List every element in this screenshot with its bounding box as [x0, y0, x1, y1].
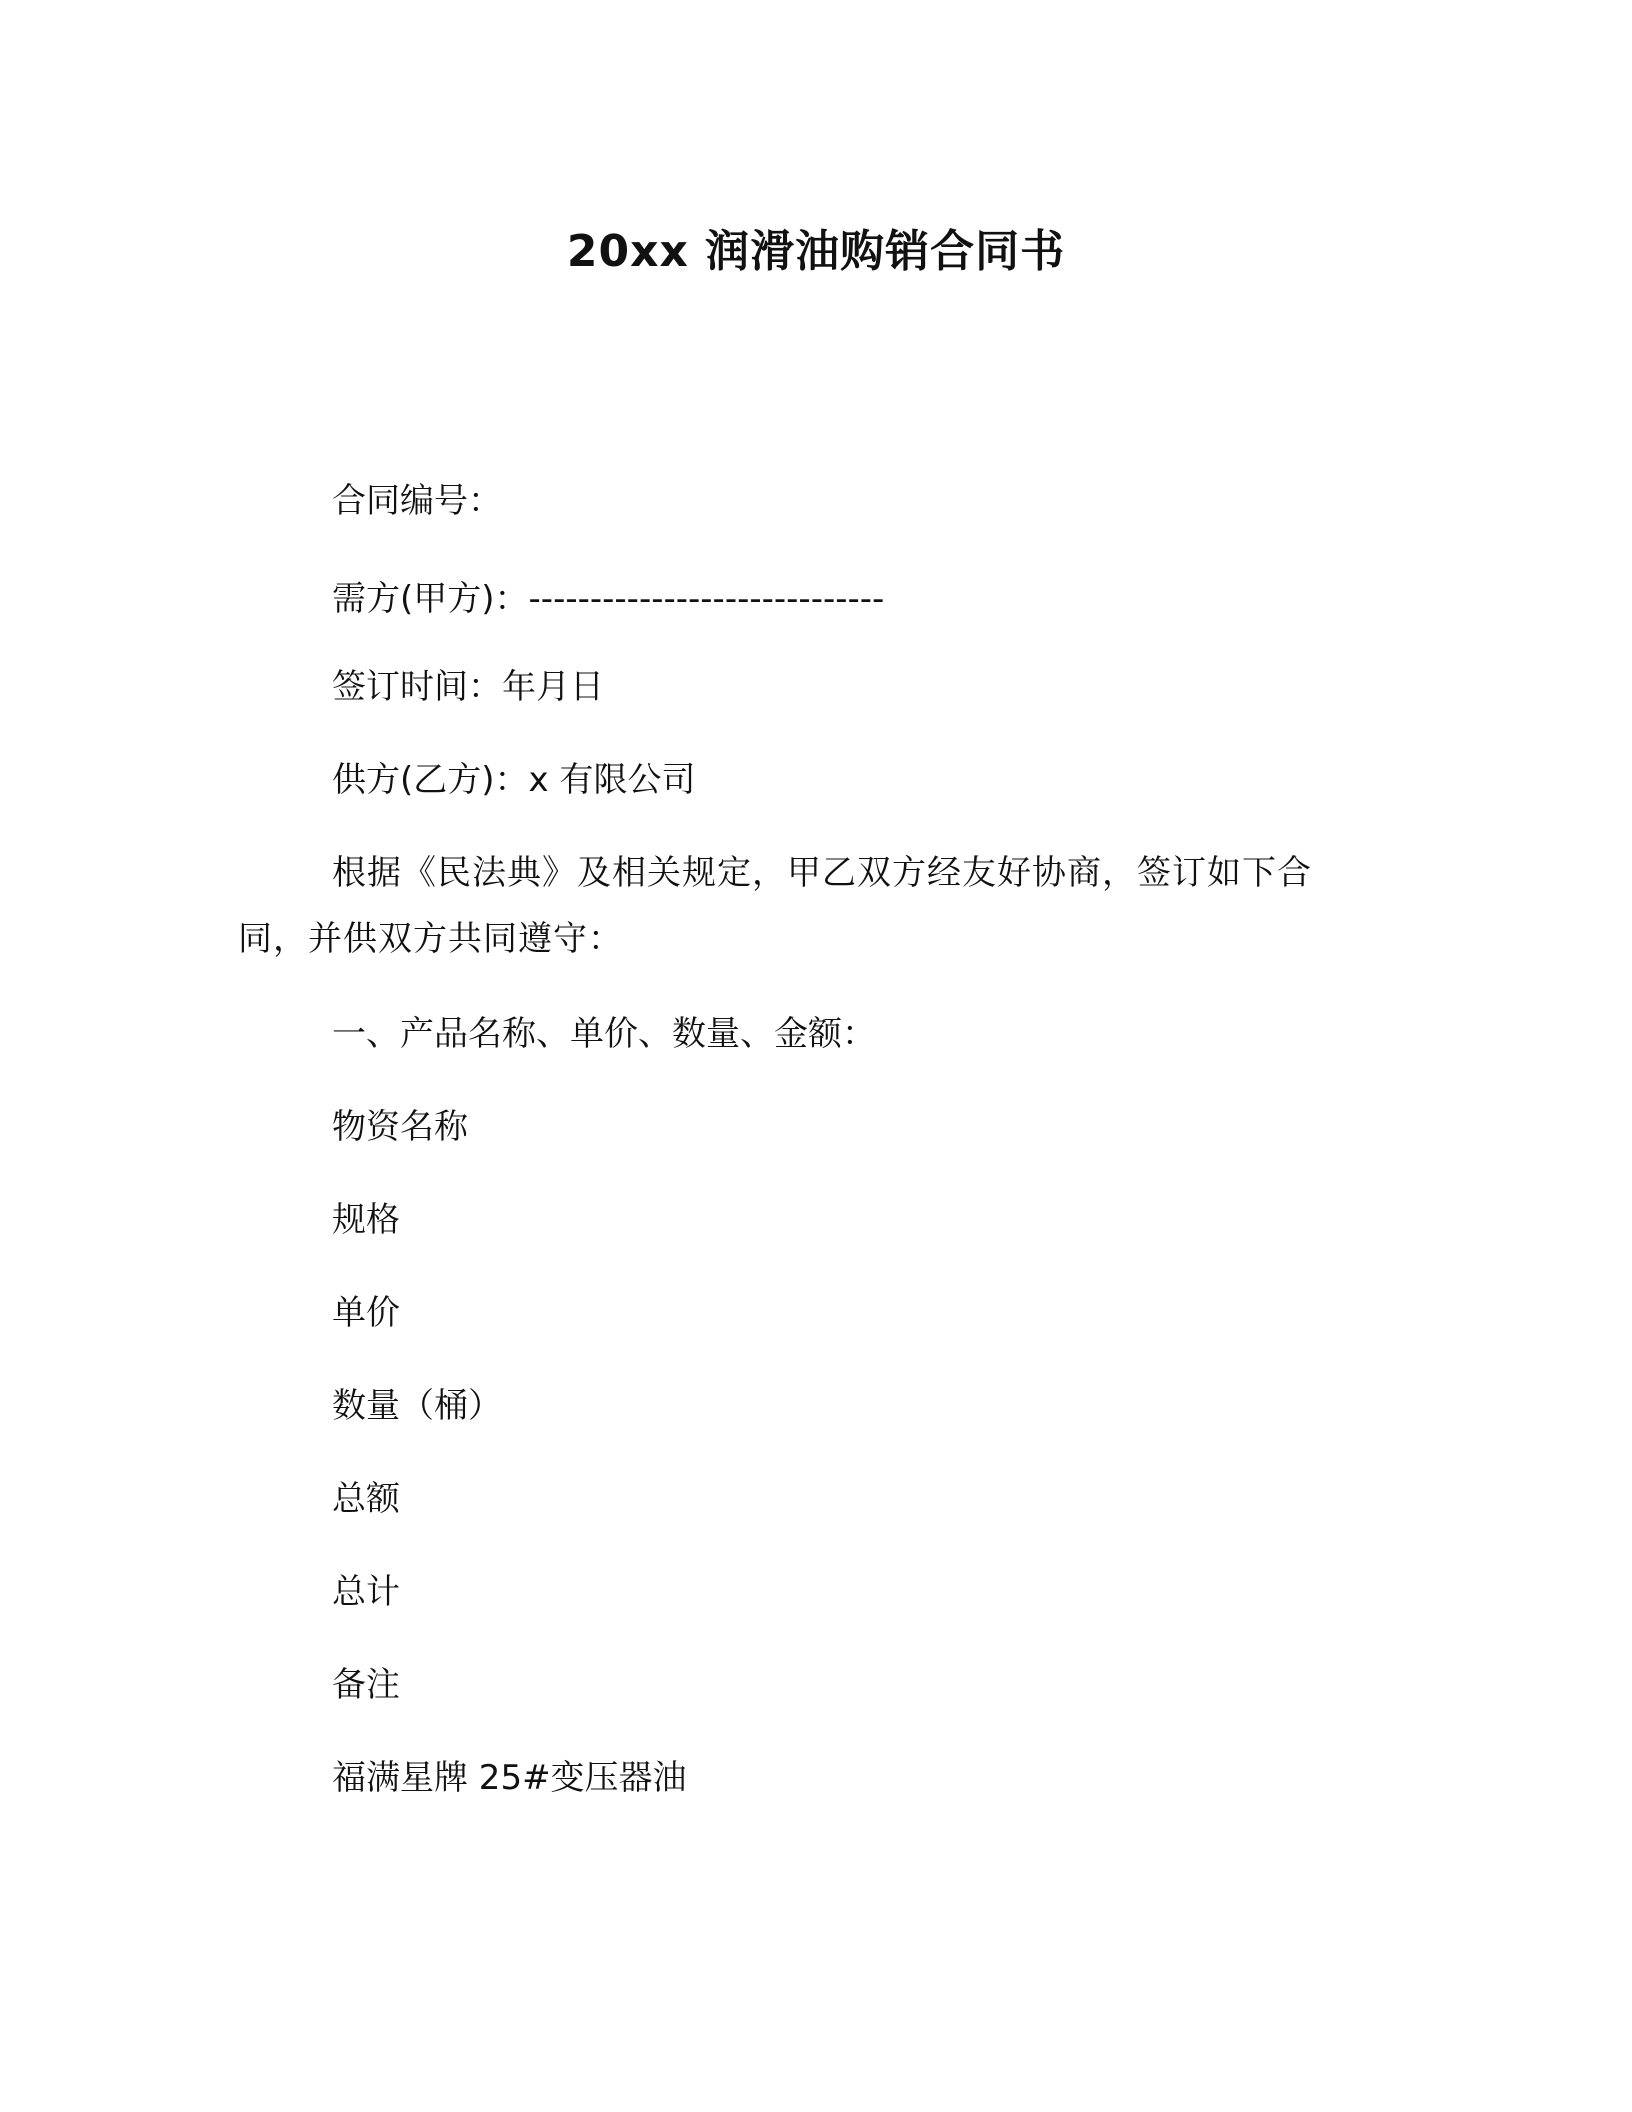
field-spec: 规格 [332, 1200, 400, 1240]
field-remark: 备注 [332, 1665, 400, 1705]
supplier-line: 供方(乙方)：x 有限公司 [332, 760, 696, 800]
buyer-line: 需方(甲方)：----------------------------- [332, 579, 885, 619]
contract-number-line: 合同编号： [332, 481, 502, 521]
field-quantity: 数量（桶） [332, 1386, 502, 1426]
document-title: 20xx 润滑油购销合同书 [566, 226, 1066, 277]
section-heading: 一、产品名称、单价、数量、金额： [332, 1014, 876, 1054]
field-unit-price: 单价 [332, 1293, 400, 1333]
product-item: 福满星牌 25#变压器油 [332, 1758, 687, 1798]
field-material-name: 物资名称 [332, 1107, 468, 1147]
sign-date-line: 签订时间：年月日 [332, 667, 604, 707]
intro-paragraph: 根据《民法典》及相关规定，甲乙双方经友好协商，签订如下合同，并供双方共同遵守： [238, 853, 1312, 959]
field-total: 总计 [332, 1572, 400, 1612]
field-amount: 总额 [332, 1479, 400, 1519]
